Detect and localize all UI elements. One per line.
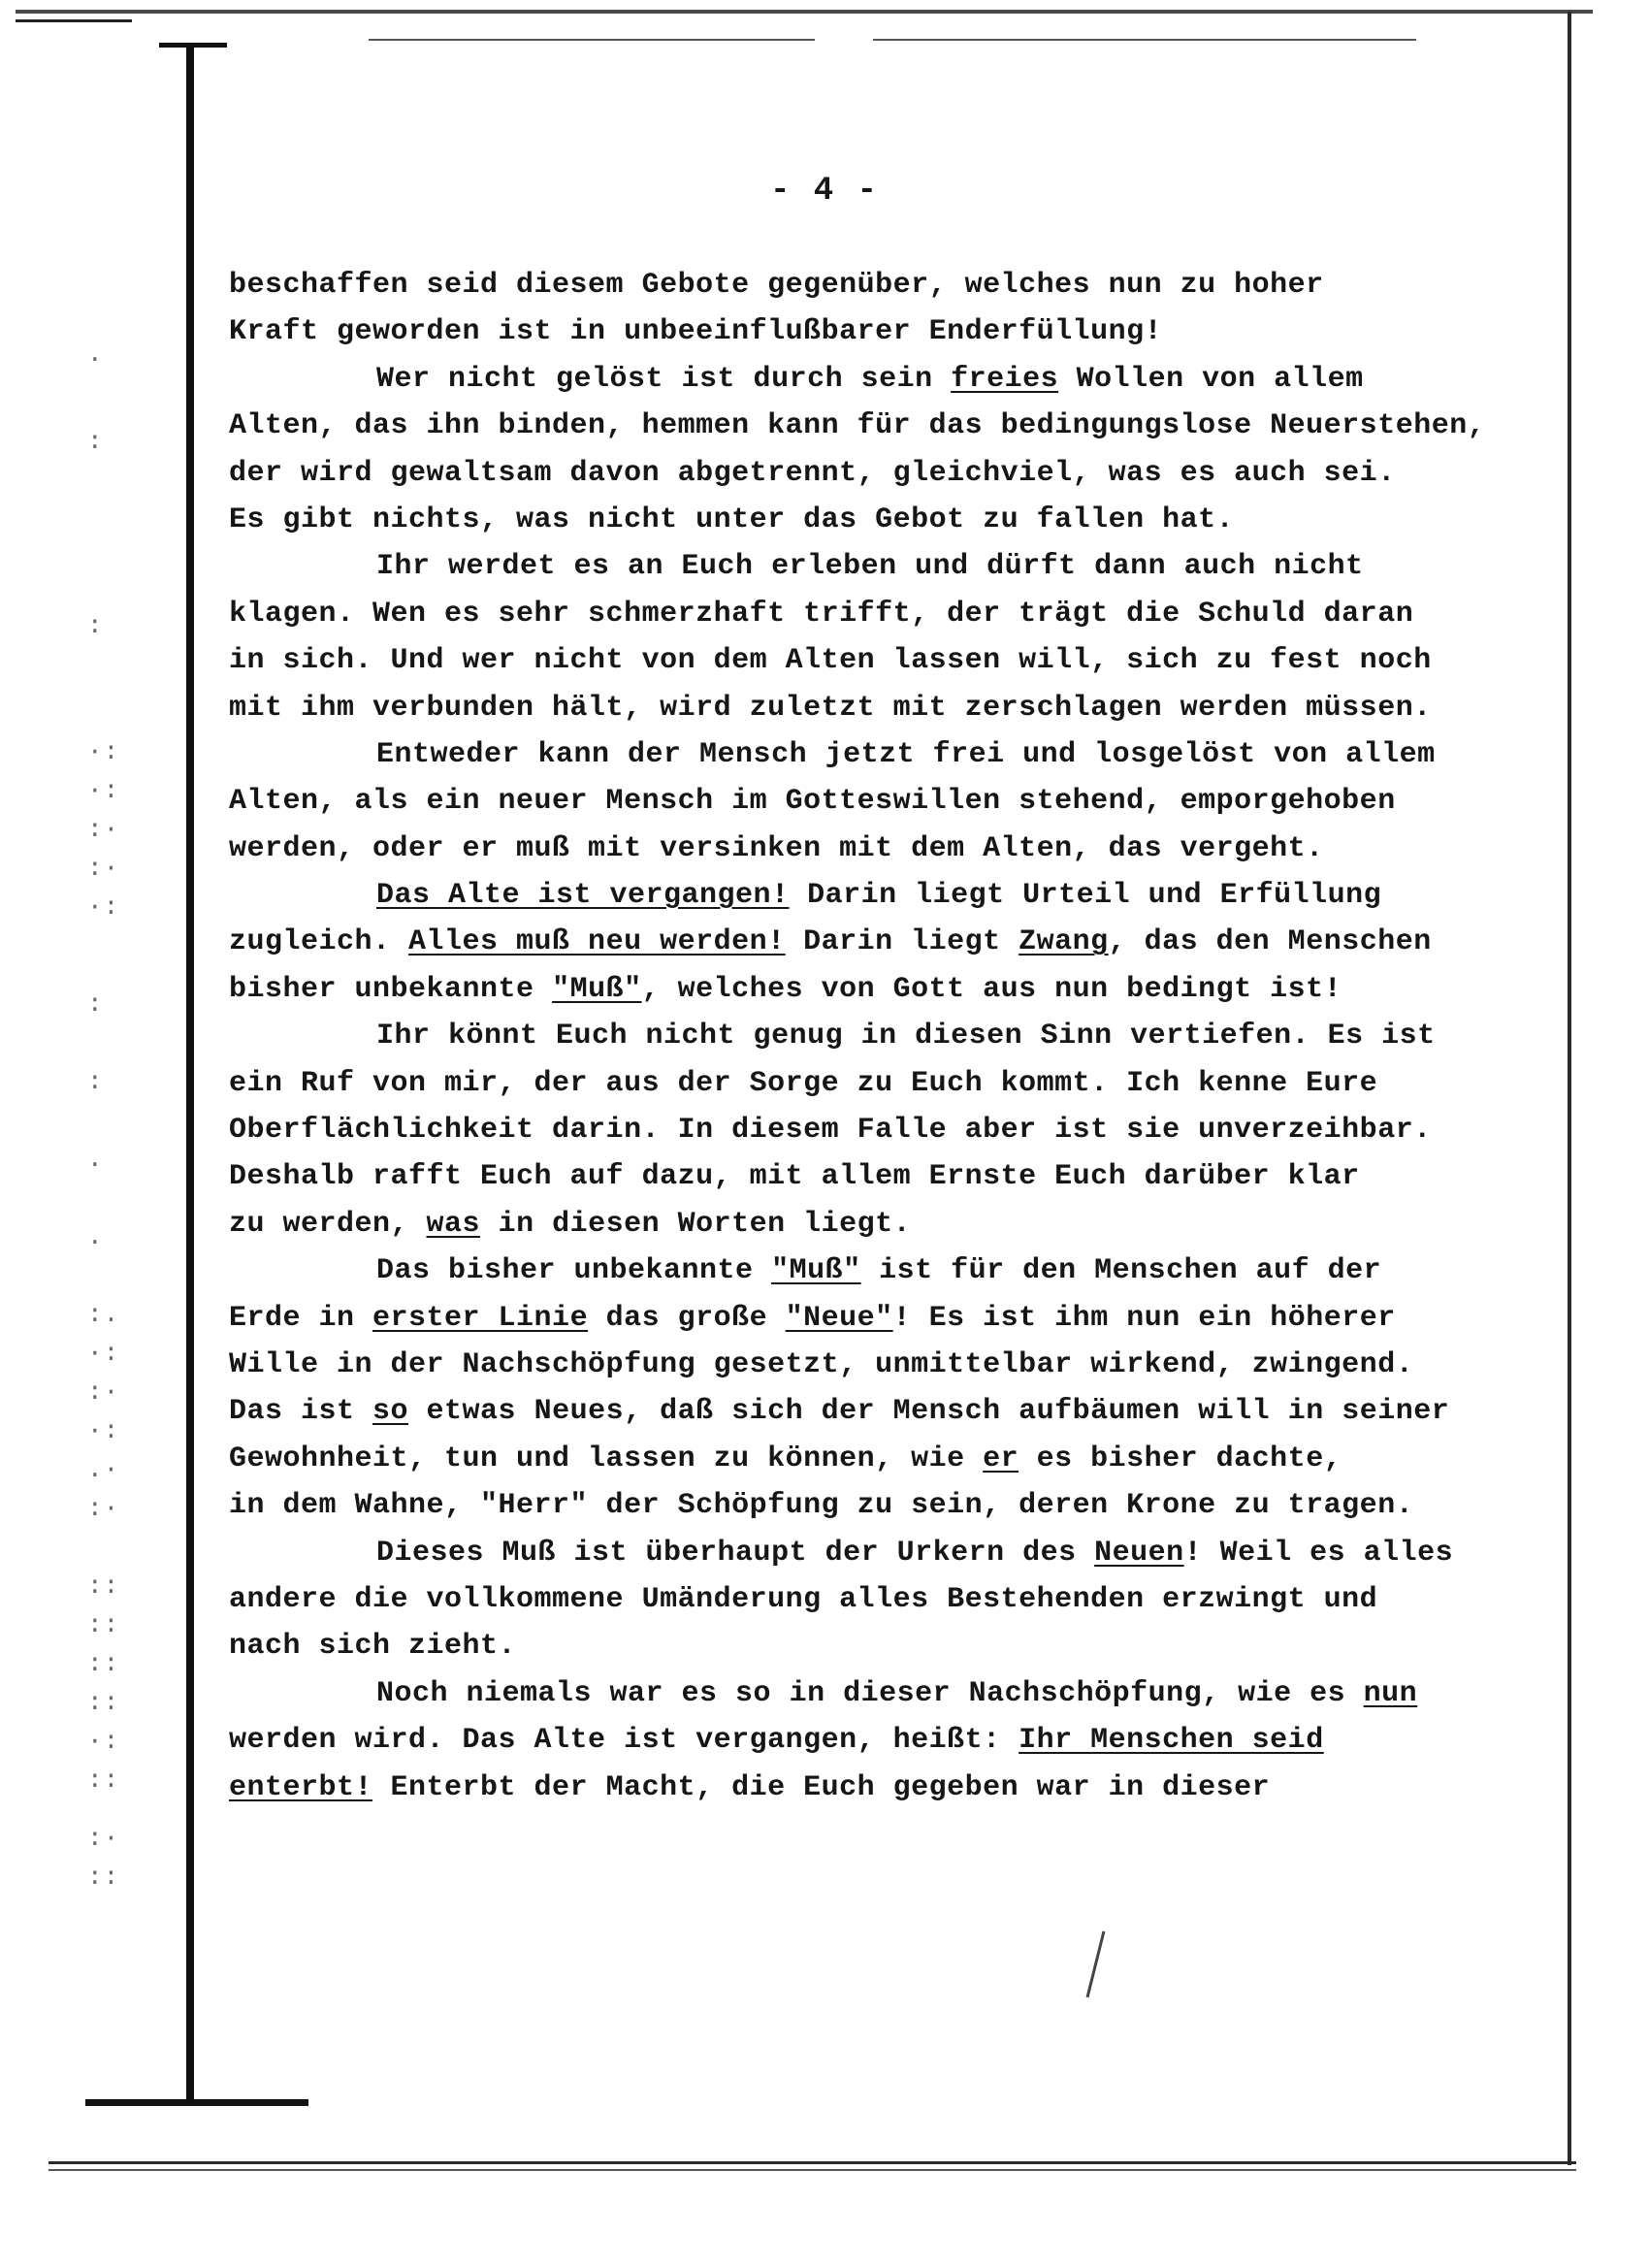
text-segment: Alten, als ein neuer Mensch im Gotteswillen stehend, emporgehoben: [229, 785, 1396, 819]
text-line: [229, 1013, 1568, 1059]
top-border-line: [16, 10, 1593, 14]
text-segment: werden, oder er muß mit versinken mit dem Alten, das vergeht.: [229, 831, 1324, 865]
text-line: [229, 356, 1568, 403]
text-line: [229, 872, 1568, 919]
text-line: [229, 637, 1568, 684]
top-border-corner: [16, 19, 132, 22]
text-segment: werden wird. Das Alte ist vergangen, heißt:: [229, 1724, 1019, 1758]
text-segment: Kraft geworden ist in unbeeinflußbarer Enderfüllung!: [229, 315, 1163, 349]
binder-spine: [186, 45, 194, 2103]
text-segment: Dieses Muß ist überhaupt der Urkern des: [376, 1536, 1095, 1570]
text-segment: in dem Wahne, "Herr" der Schöpfung zu sein, deren Krone zu tragen.: [229, 1489, 1414, 1523]
text-segment: ! Weil es alles: [1183, 1536, 1454, 1570]
pen-stroke-mark: [1086, 1931, 1106, 1998]
typewritten-body-text: [229, 262, 1568, 1811]
page-number: - 4 -: [769, 173, 880, 210]
text-line: [229, 919, 1568, 965]
text-segment: Darin liegt: [785, 925, 1019, 959]
text-segment: der wird gewaltsam davon abgetrennt, gleichviel, was es auch sei.: [229, 456, 1396, 490]
text-line: [229, 497, 1568, 543]
text-segment: Enterbt der Macht, die Euch gegeben war in dieser: [372, 1770, 1271, 1804]
text-line: [229, 826, 1568, 872]
text-line: [229, 1060, 1568, 1107]
underlined-text: erster Linie: [372, 1301, 589, 1335]
text-line: [229, 1388, 1568, 1435]
top-dash-line: [873, 39, 1416, 41]
top-dash-line: [369, 39, 815, 41]
text-line: [229, 1107, 1568, 1153]
text-segment: es bisher dachte,: [1018, 1442, 1342, 1475]
text-line: [229, 543, 1568, 590]
text-segment: , welches von Gott aus nun bedingt ist!: [641, 972, 1342, 1006]
underlined-text: "Neue": [785, 1301, 893, 1335]
bottom-border-line: [48, 2161, 1576, 2164]
text-segment: in sich. Und wer nicht von dem Alten lassen will, sich zu fest noch: [229, 644, 1432, 678]
text-line: [229, 1765, 1568, 1811]
text-line: [229, 1576, 1568, 1623]
text-line: [229, 308, 1568, 355]
text-segment: in diesen Worten liegt.: [480, 1207, 912, 1241]
text-line: [229, 1482, 1568, 1529]
underlined-text: enterbt!: [229, 1770, 373, 1804]
text-segment: Gewohnheit, tun und lassen zu können, wie: [229, 1442, 984, 1475]
text-line: [229, 591, 1568, 637]
text-segment: das große: [588, 1301, 786, 1335]
text-segment: mit ihm verbunden hält, wird zuletzt mit zerschlagen werden müssen.: [229, 691, 1432, 725]
text-line: [229, 1295, 1568, 1342]
text-line: [229, 1670, 1568, 1717]
bottom-border-line: [48, 2169, 1576, 2171]
text-line: [229, 1623, 1568, 1669]
underlined-text: Ihr Menschen seid: [1018, 1724, 1324, 1758]
underlined-text: er: [983, 1442, 1019, 1475]
binder-spine-foot: [85, 2099, 308, 2106]
text-line: [229, 1436, 1568, 1482]
binding-margin-bleed: . : : ·: ·: :· :· ·: : : . . :. ·: :· ·: .· :· :: :: :: :: ·: :: :· ::: [87, 340, 120, 1892]
text-line: [229, 1247, 1568, 1294]
text-segment: klagen. Wen es sehr schmerzhaft trifft, der trägt die Schuld daran: [229, 597, 1414, 631]
text-segment: Erde in: [229, 1301, 373, 1335]
text-line: [229, 731, 1568, 778]
text-segment: , das den Menschen: [1108, 925, 1432, 959]
text-line: [229, 450, 1568, 497]
underlined-text: was: [426, 1207, 481, 1241]
text-segment: Es gibt nichts, was nicht unter das Gebot zu fallen hat.: [229, 502, 1235, 536]
underlined-text: so: [372, 1395, 409, 1429]
text-segment: Noch niemals war es so in dieser Nachschöpfung, wie es: [376, 1676, 1364, 1710]
text-segment: Ihr könnt Euch nicht genug in diesen Sinn vertiefen. Es ist: [376, 1020, 1436, 1053]
text-line: [229, 778, 1568, 825]
text-segment: Alten, das ihn binden, hemmen kann für das bedingungslose Neuerstehen,: [229, 409, 1486, 443]
text-segment: Oberflächlichkeit darin. In diesem Falle aber ist sie unverzeihbar.: [229, 1114, 1432, 1148]
text-segment: Entweder kann der Mensch jetzt frei und losgelöst von allem: [376, 737, 1436, 771]
text-segment: ein Ruf von mir, der aus der Sorge zu Euch kommt. Ich kenne Eure: [229, 1066, 1378, 1100]
text-segment: zu werden,: [229, 1207, 427, 1241]
underlined-text: Das Alte ist vergangen!: [376, 879, 790, 913]
text-segment: Ihr werdet es an Euch erleben und dürft dann auch nicht: [376, 550, 1364, 584]
text-segment: Wollen von allem: [1058, 362, 1364, 396]
text-line: [229, 1530, 1568, 1576]
underlined-text: "Muß": [771, 1254, 861, 1288]
text-line: [229, 685, 1568, 731]
right-border-line: [1568, 12, 1571, 2165]
text-segment: ist für den Menschen auf der: [860, 1254, 1382, 1288]
text-line: [229, 966, 1568, 1013]
text-segment: Das ist: [229, 1395, 373, 1429]
text-segment: Darin liegt Urteil und Erfüllung: [789, 879, 1382, 913]
underlined-text: nun: [1363, 1676, 1418, 1710]
underlined-text: freies: [951, 362, 1059, 396]
text-segment: Wer nicht gelöst ist durch sein: [376, 362, 952, 396]
text-segment: ! Es ist ihm nun ein höherer: [892, 1301, 1396, 1335]
text-line: [229, 1153, 1568, 1200]
underlined-text: "Muß": [552, 972, 642, 1006]
text-line: [229, 1342, 1568, 1388]
underlined-text: Zwang: [1018, 925, 1109, 959]
text-segment: zugleich.: [229, 925, 409, 959]
underlined-text: Alles muß neu werden!: [408, 925, 786, 959]
text-segment: Das bisher unbekannte: [376, 1254, 772, 1288]
text-segment: etwas Neues, daß sich der Mensch aufbäumen will in seiner: [408, 1395, 1450, 1429]
text-segment: Wille in der Nachschöpfung gesetzt, unmittelbar wirkend, zwingend.: [229, 1347, 1414, 1381]
text-line: [229, 1201, 1568, 1247]
text-segment: Deshalb rafft Euch auf dazu, mit allem Ernste Euch darüber klar: [229, 1160, 1360, 1194]
text-line: [229, 1717, 1568, 1764]
text-line: [229, 403, 1568, 449]
text-segment: beschaffen seid diesem Gebote gegenüber, welches nun zu hoher: [229, 269, 1324, 302]
underlined-text: Neuen: [1094, 1536, 1184, 1570]
text-segment: andere die vollkommene Umänderung alles Bestehenden erzwingt und: [229, 1582, 1378, 1616]
text-segment: bisher unbekannte: [229, 972, 553, 1006]
text-segment: nach sich zieht.: [229, 1630, 517, 1664]
text-line: [229, 262, 1568, 308]
